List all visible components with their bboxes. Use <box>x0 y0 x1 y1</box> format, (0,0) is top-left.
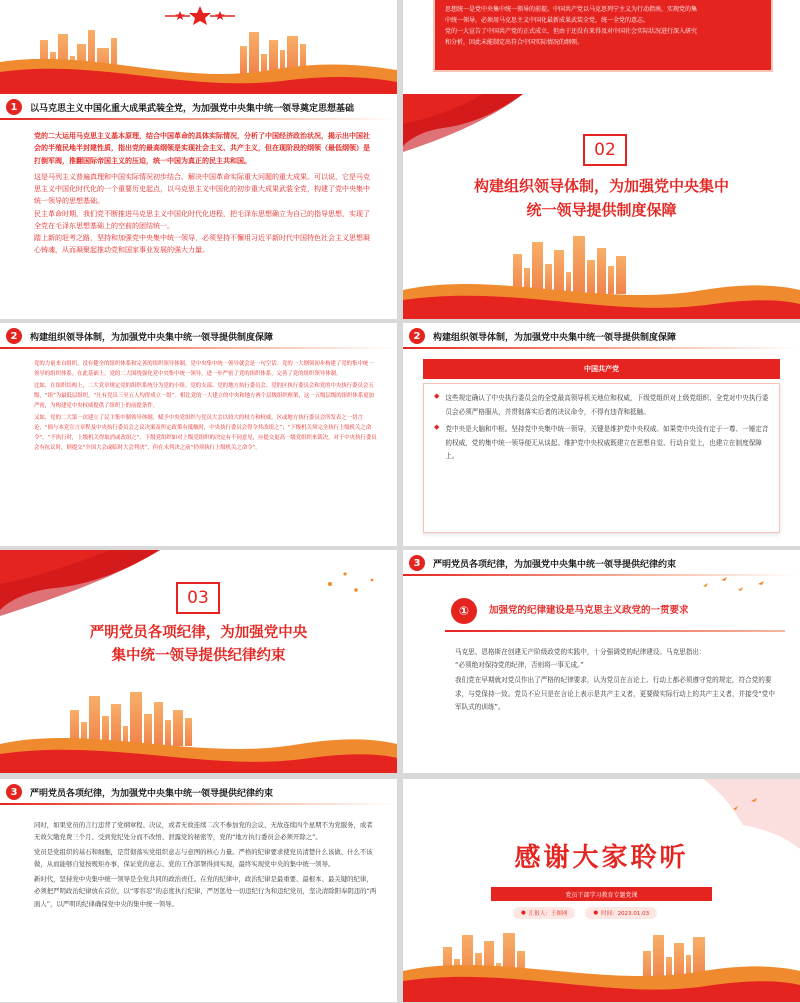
paragraph-2: “必须绝对保持党的纪律，否则将一事无成。” <box>455 661 584 670</box>
red-content-box <box>433 0 773 72</box>
paragraph-4: 踏上新的赶考之路，坚持和加强党中央集中统一领导，必须坚持不懈用习近平新时代中国特色社会主义思想凝心铸魂，从而凝聚起推动党和国家事业发展的强大力量。 <box>34 234 370 255</box>
header-divider <box>403 347 800 349</box>
user-icon: ● <box>521 910 526 916</box>
paragraph-1: 党的二大运用马克思主义基本原理，结合中国革命的具体实际情况，分析了中国经济政治状况，揭示出中国社会的半殖民地半封建性质，指出党的最高纲领是实现社会主义、共产主义，但在现阶段的纲领（最低纲领）是打倒军阀，推翻国际帝国主义的压迫，统一中国为真正的民主共和国。 <box>34 132 370 165</box>
section-title: 构建组织领导体制，为加强党中央集中统一领导提供制度保障 <box>433 332 677 343</box>
section-title: 以马克思主义中国化重大成果武装全党，为加强党中央集中统一领导奠定思想基础 <box>30 103 355 114</box>
slide-body <box>455 646 775 714</box>
slide-body <box>34 819 378 910</box>
paragraph-1: 马克思、恩格斯在创建无产阶级政党的实践中，十分强调党的纪律建设。马克思指出： <box>455 648 706 656</box>
red-box-line-2: 中统一领导，必须用马克思主义中国化最新成果武装全党，统一全党的意志。 <box>445 17 650 25</box>
header-divider <box>0 118 397 120</box>
section-number: 3 <box>409 555 425 571</box>
clock-icon: ● <box>593 910 599 916</box>
section-number: 2 <box>6 328 22 344</box>
date-label: 时间：2023.01.03 <box>601 911 650 917</box>
section-number-box: 02 <box>583 134 627 166</box>
red-wave <box>403 779 800 1002</box>
reporter-label: 汇报人：王图网 <box>528 911 568 917</box>
paragraph-2: 党员是党组织的基石和细胞，是贯彻落实党组织意志与意图的核心力量。严格的纪律要求使党员清楚什么该做、什么不该做，从而能够自觉按规矩办事，保证党的意志、党的工作部署得到实现，最终实现党中央的集中统一领导。 <box>34 847 373 869</box>
red-box-text <box>445 4 761 48</box>
header-divider <box>0 347 397 349</box>
section-number: 1 <box>6 99 22 115</box>
slide-header <box>403 323 800 349</box>
bullet-item-2 <box>434 423 769 464</box>
bullet-item-1 <box>434 392 769 419</box>
bullet-text-2: 党中央是大脑和中枢。坚持党中央集中统一领导，关键是维护党中央权威。如果党中央没有定于一尊、一锤定音的权威，党的集中统一领导便无从谈起。维护党中央权威既建立在思想自觉、行动自觉上，也建立在制度保障上。 <box>445 425 769 461</box>
slide-body <box>34 359 378 453</box>
section-title-line-1: 构建组织领导体制，为加强党中央集中 <box>473 177 729 195</box>
slide-3 <box>0 94 397 319</box>
diamond-bullet-icon: ◆ <box>434 423 440 432</box>
red-box-line-3: 党的一大宣告了中国共产党的正式成立，但由于还没有来得及对中国社会实际状况进行深入研究 <box>445 28 698 36</box>
slide-body <box>34 130 374 257</box>
section-number: 3 <box>6 784 22 800</box>
red-wave <box>0 0 397 94</box>
section-title-line-1: 严明党员各项纪律，为加强党中央 <box>89 625 308 641</box>
slide-header <box>0 94 397 120</box>
slide-7 <box>0 550 397 773</box>
slide-5 <box>0 323 397 546</box>
slide-6 <box>403 323 800 546</box>
slide-10 <box>403 779 800 1002</box>
section-title: 构建组织领导体制，为加强党中央集中统一领导提供制度保障 <box>30 332 274 343</box>
subtitle-underline <box>445 630 785 632</box>
paragraph-3: 民主革命时期，我们党不断推进马克思主义中国化时代化进程，把毛泽东思想确立为自己的指导思想，实现了全党在毛泽东思想基础上的空前的团结统一。 <box>34 209 370 230</box>
paragraph-2: 这是马列主义普遍真理和中国实际情况初步结合、解决中国革命实际重大问题的重大成果。可以说，它是马克思主义中国化时代化的一个重要历史起点，以马克思主义中国化的初步重大成果武装全党，构建了党中央集中统一领导的思想基础。 <box>34 172 370 206</box>
bullet-text-1: 这些规定确认了中央执行委员会的全党最高领导机关地位和权威，下级党组织对上级党组织、全党对中央执行委员会必须严格服从，并贯彻落实后者的决议命令，不得有违背和抵触。 <box>445 394 769 416</box>
paragraph-3: 新时代，坚持党中央集中统一领导是全党共同的政治责任。在党的纪律中，政治纪律是最重要、最根本、最关键的纪律，必须把严明政治纪律放在首位，以“零容忍”的态度执行纪律，严厉惩处一切违纪行为和违纪党员，坚决清除阳奉阴违的“两面人”，以严明的纪律确保党中央的集中统一领导。 <box>34 874 377 908</box>
slide-9 <box>0 779 397 1002</box>
subtitle: 加强党的纪律建设是马克思主义政党的一贯要求 <box>489 605 689 616</box>
header-divider <box>0 803 397 805</box>
bullet-card <box>423 383 780 533</box>
party-banner: 中国共产党 <box>423 359 780 379</box>
paragraph-1: 党的力量来自组织。没有健全的组织体系和完善的组织领导体制，党中央集中统一领导就会是一句空话。党的一大纲领初步构建了党的集中统一领导的组织体系。在此基础上，党的二大围绕强化党中央集中统一领导，进一步严密了党的组织体系，完善了党的组织领导体制。 <box>34 361 374 377</box>
subtitle-badge-icon: ① <box>451 598 477 624</box>
diamond-bullet-icon: ◆ <box>434 392 440 400</box>
section-title-line-2: 集中统一领导提供纪律约束 <box>111 648 286 665</box>
course-banner: 党员干部学习教育专题党课 <box>491 887 712 901</box>
red-box-line-4: 和分析，因此未能制定出符合中国实际情况的纲领。 <box>445 39 584 47</box>
section-number: 2 <box>409 328 425 344</box>
thank-you-title: 感谢大家聆听 <box>514 843 689 873</box>
red-wave <box>403 94 800 319</box>
section-title: 严明党员各项纪律，为加强党中央集中统一领导提供纪律约束 <box>30 788 274 799</box>
paragraph-3: 我们党在早期就对党员作出了严格的纪律要求，认为党员在言论上、行动上都必须遵守党的规定，符合党的要求，与党保持一致。党员不应只是在言论上表示是共产主义者，更要做实际行动上的共产主义者，并接受“党中军队式的训练”。 <box>455 676 775 711</box>
slide-header <box>0 779 397 805</box>
red-wave <box>0 550 397 773</box>
slide-header <box>0 323 397 349</box>
slide-4 <box>403 94 800 319</box>
slide-8 <box>403 550 800 773</box>
paragraph-1: 同时，如果党员的言行违背了党纲章程、决议，或者无故连续二次不参加党的会议、无故连续四个星期不为党服务，或者无故欠缴党费三个月、受到党纪处分而不改悟、泄露党的秘密等，党的“地方执行委员会必须开除之”。 <box>34 821 373 842</box>
paragraph-2: 比如，在组织结构上，二大党章规定党的组织系统分为党的小组、党的支部、党的地方执行委员会、党的区执行委员会和党的中央执行委员会五级，“组”为最低层组织，“凡有党员三至五人均得成立一组”。相比党的一大建立的中央和地方两个层级组织框架，这一五级层级的组织体系更加严密，为构建党中央权威提供了组织上的前提条件。 <box>34 383 374 409</box>
red-box-line-1: 思想统一是党中央集中统一领导的前提。中国共产党以马克思列宁主义为行动指南，实现党的集 <box>445 6 698 13</box>
section-title: 严明党员各项纪律，为加强党中央集中统一领导提供纪律约束 <box>433 559 677 570</box>
paragraph-3: 又如，党的二大第一次建立了民主集中制领导体制，赋予中央党组织与党员大会以较大的权力和权威。区或地方执行委员会所发表之一切言论，“倘与本党宣言章程及中央执行委员会之议决案及所定政策有抵触时，中央执行委员会得令其改组之”；“下级机关须完全执行上级机关之命令”，“不执行时，上级机关得取消或改组之”。下级党组织如对上级党组织的决定有不同意见，应提交更高一级党组织来裁决。对于中央执行委员会有抗议时，则提交“全国大会或临时大会判决”，但在未判决之前“仍须执行上级机关之命令”。 <box>34 415 377 451</box>
section-title-line-2: 统一领导提供制度保障 <box>526 201 677 219</box>
section-number-box: 03 <box>176 582 220 614</box>
